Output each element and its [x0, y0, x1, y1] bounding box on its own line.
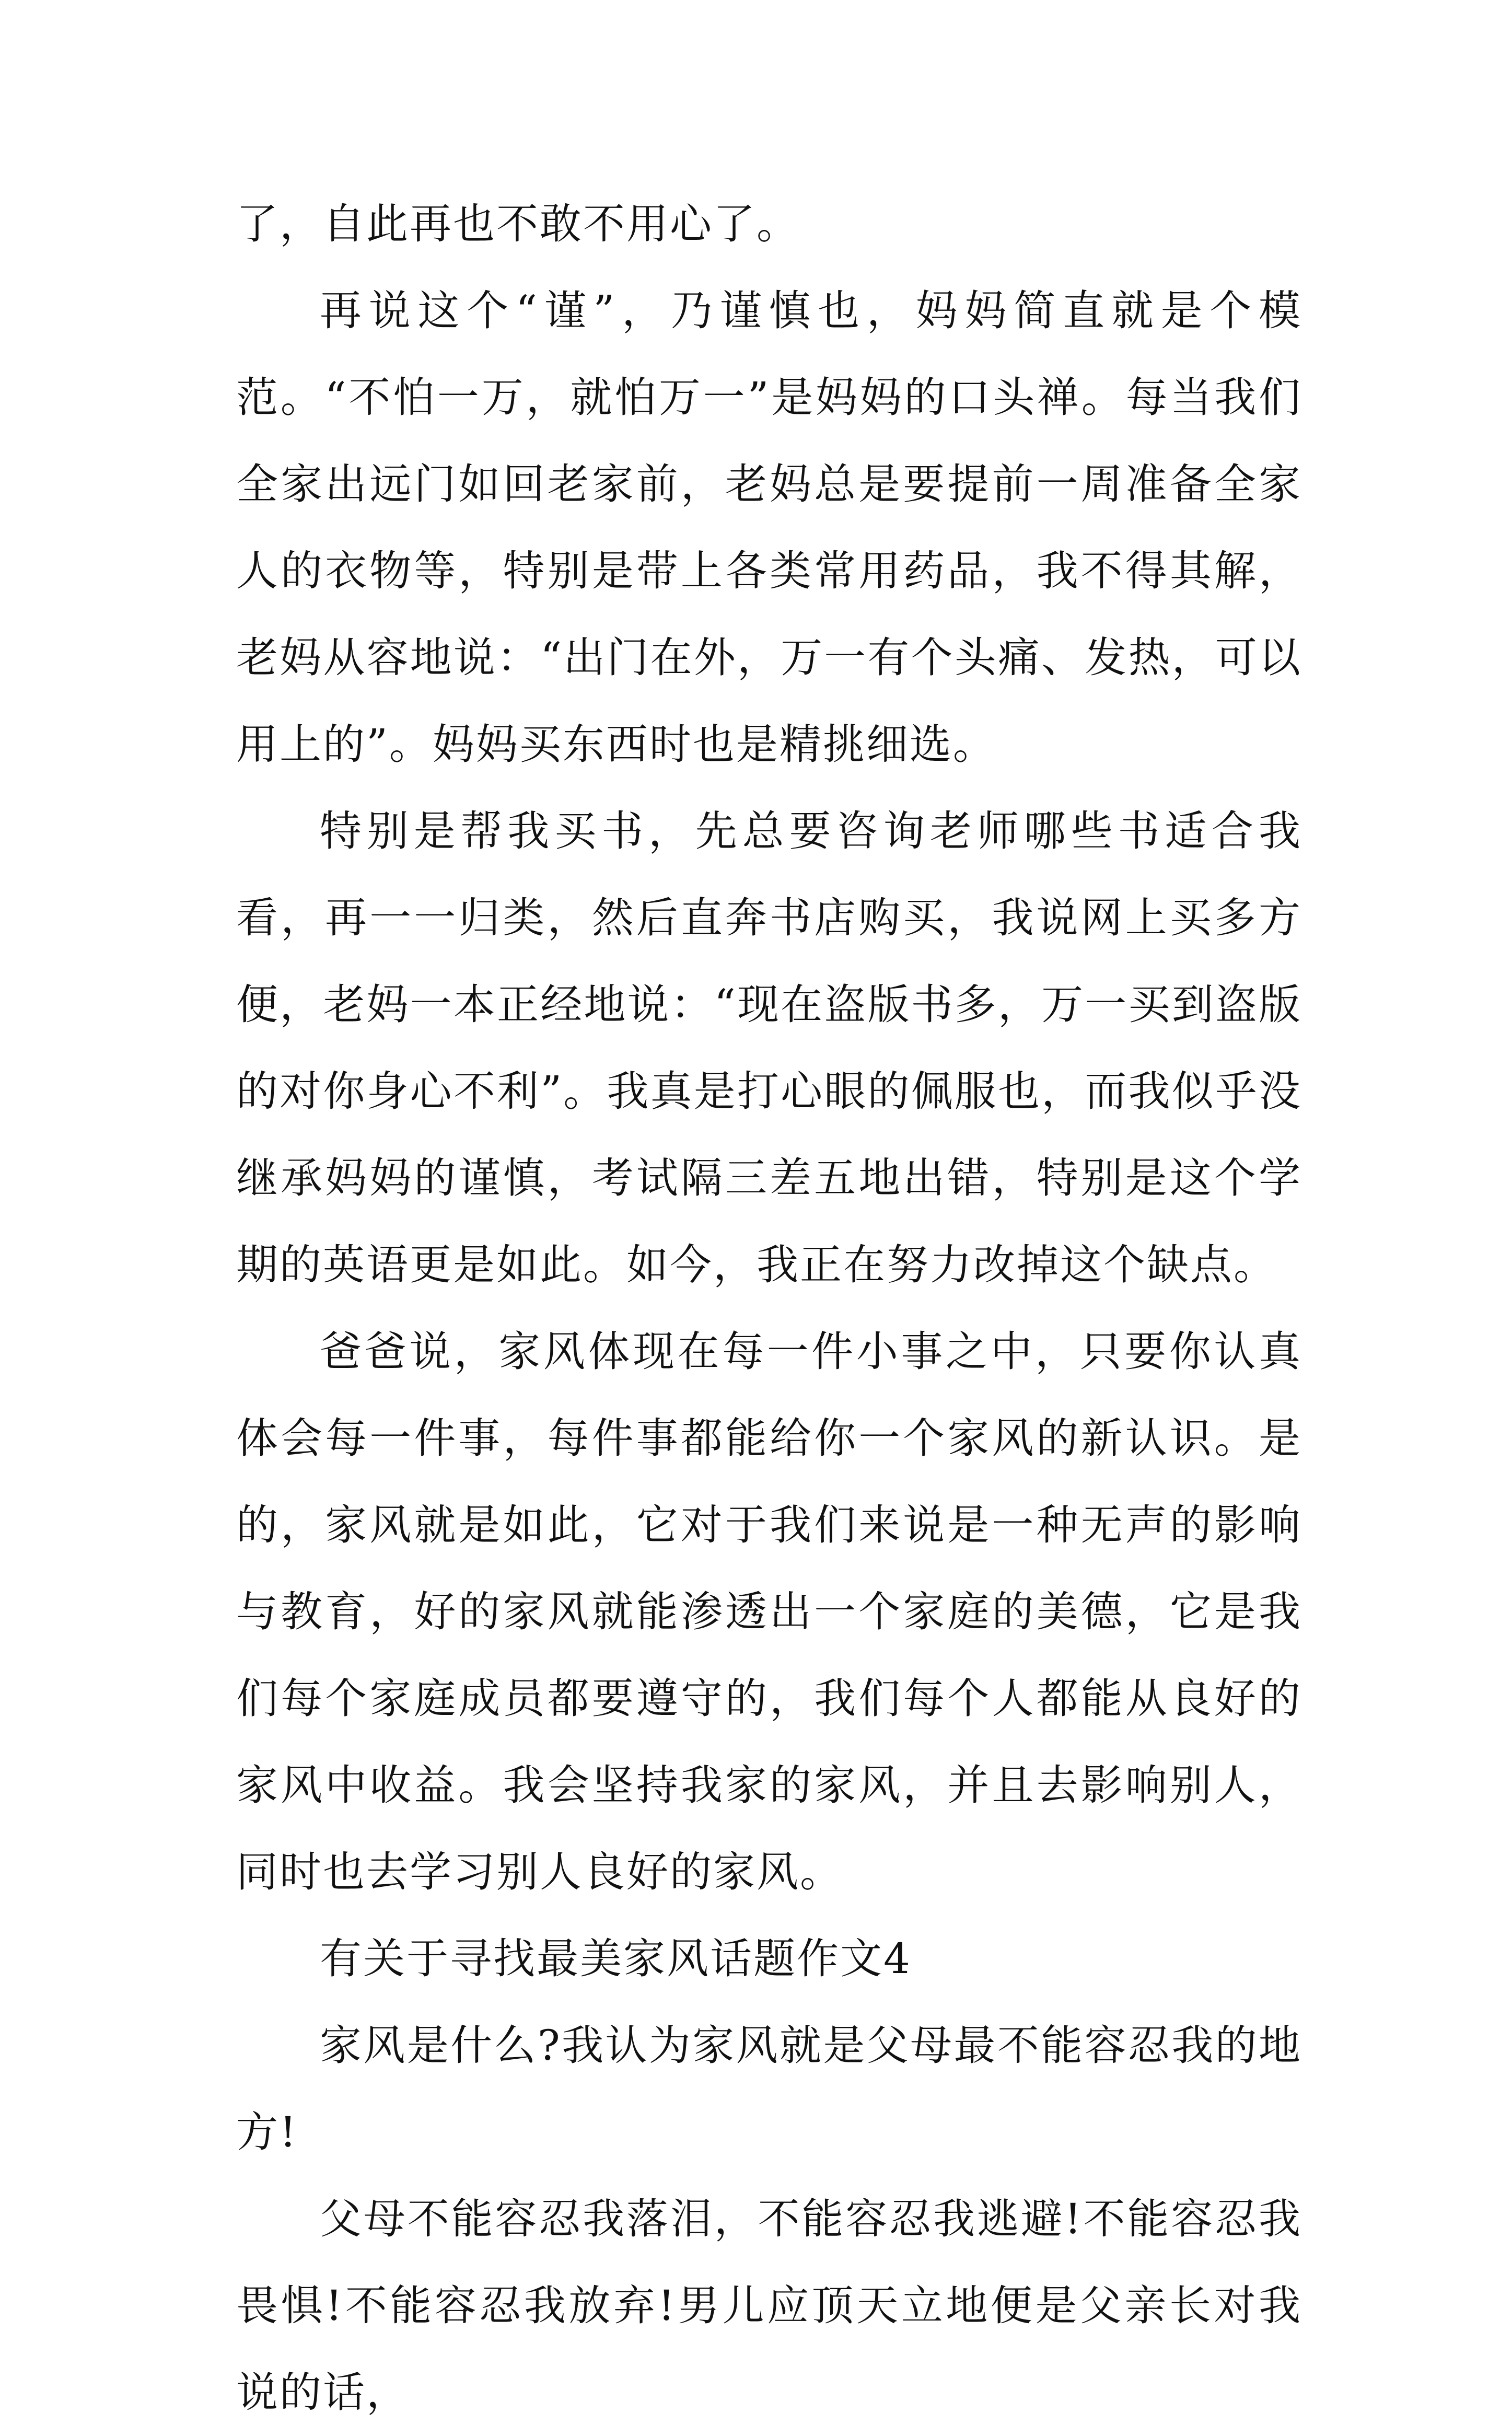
- paragraph-caution: 再说这个“谨”，乃谨慎也，妈妈简直就是个模范。“不怕一万，就怕万一”是妈妈的口头禅。每当我们全家出远门如回老家前，老妈总是要提前一周准备全家人的衣物等，特别是带上各类常用药品，我不得其解，老妈从容地说：“出门在外，万一有个头痛、发热，可以用上的”。妈妈买东西时也是精挑细选。: [236, 286, 1302, 769]
- paragraph-continuation: 了，自此再也不敢不用心了。: [236, 200, 800, 248]
- paragraph-buying-books: 特别是帮我买书，先总要咨询老师哪些书适合我看，再一一归类，然后直奔书店购买，我说网上买多方便，老妈一本正经地说：“现在盗版书多，万一买到盗版的对你身心不利”。我真是打心眼的佩服也，而我似乎没继承妈妈的谨慎，考试隔三差五地出错，特别是这个学期的英语更是如此。如今，我正在努力改掉这个缺点。: [236, 807, 1302, 1289]
- essay-heading: 有关于寻找最美家风话题作文4: [320, 1934, 912, 1983]
- paragraph-family-style: 爸爸说，家风体现在每一件小事之中，只要你认真体会每一件事，每件事都能给你一个家风的新认识。是的，家风就是如此，它对于我们来说是一种无声的影响与教育，好的家风就能渗透出一个家庭的美德，它是我们每个家庭成员都要遵守的，我们每个人都能从良好的家风中收益。我会坚持我家的家风，并且去影响别人，同时也去学习别人良好的家风。: [236, 1327, 1302, 1896]
- document-body: [236, 181, 1302, 2436]
- paragraph-what-is-family-style: 家风是什么?我认为家风就是父母最不能容忍我的地方!: [236, 2021, 1302, 2156]
- paragraph-parents-cannot-tolerate: 父母不能容忍我落泪，不能容忍我逃避!不能容忍我畏惧!不能容忍我放弃!男儿应顶天立地便是父亲长对我说的话，: [236, 2195, 1302, 2417]
